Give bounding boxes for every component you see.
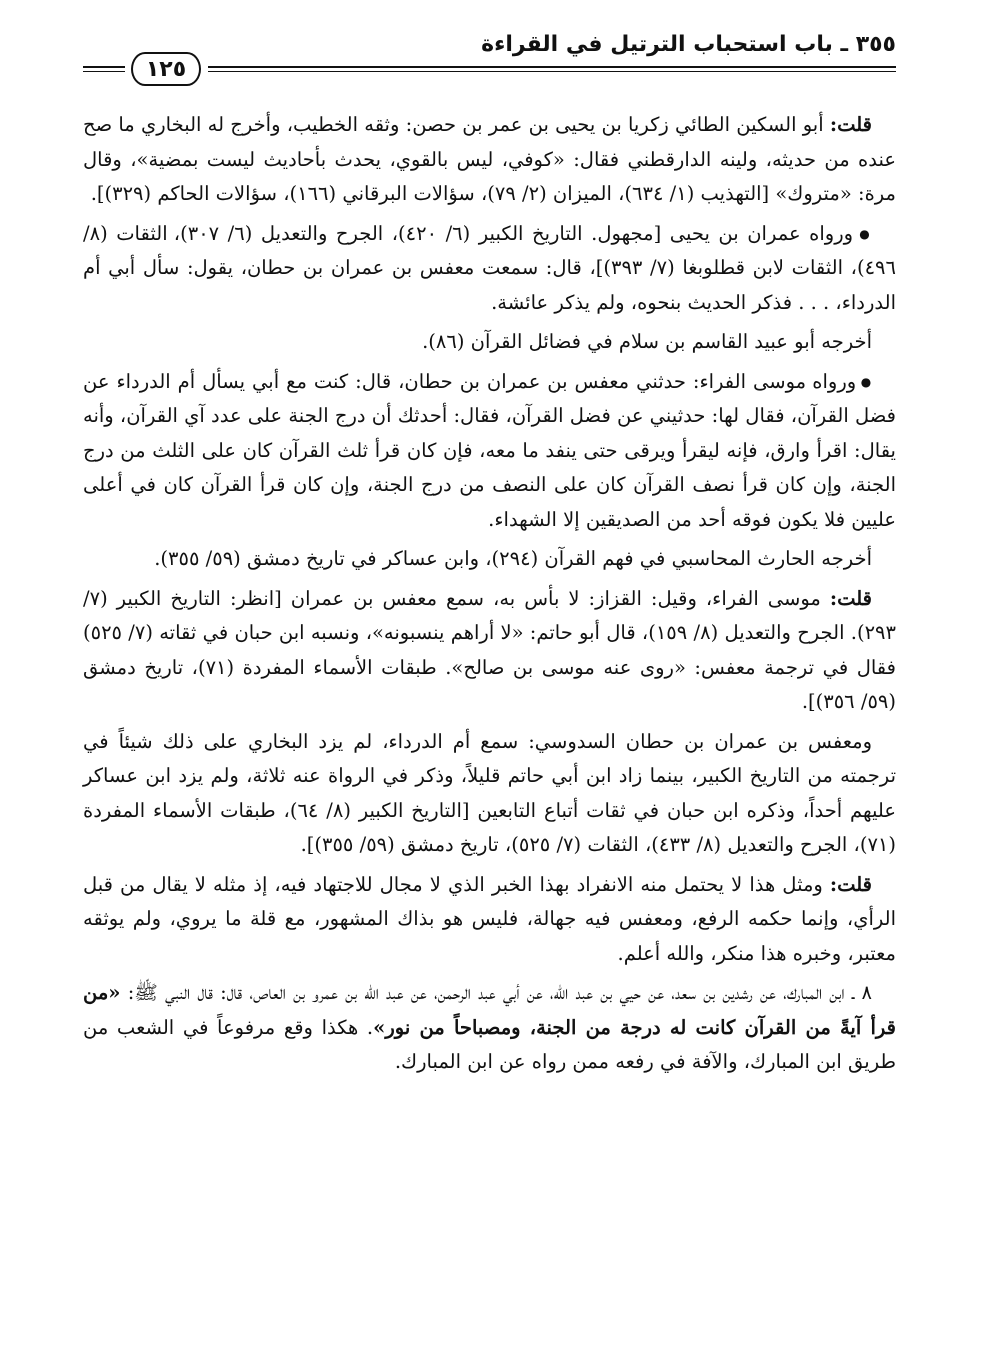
header-rule — [208, 66, 896, 68]
paragraph-text: ٨ ـ ابن المبارك، عن رشدين بن سعد، عن حيي بن عبد الله، عن أبي عبد الرحمن، عن عبد الله بن عمرو بن العاص، قال: قال النبي ﷺ: — [120, 981, 872, 1004]
header-rule-left — [83, 66, 125, 68]
paragraph-text: ومعفس بن عمران بن حطان السدوسي: سمع أم الدرداء، لم يزد البخاري على ذلك شيئاً في ترجمته من التاريخ الكبير، بينما زاد ابن أبي حاتم قليلاً، وذكر في الرواة عنه ثلاثة، ولم يزد ابن عساكر عليهم أحداً، وذكره ابن حبان في ثقات أتباع التابعين [التاريخ الكبير (٨/ ٦٤)، طبقات الأسماء المفردة (٧١)، الجرح والتعديل (٨/ ٤٣٣)، الثقات (٧/ ٥٢٥)، تاريخ دمشق (٥٩/ ٣٥٥)]. — [83, 729, 896, 856]
paragraph-2 — [83, 217, 896, 321]
page-header — [83, 22, 896, 86]
paragraph-4 — [83, 365, 896, 538]
hadith-text: «من قرأ آيةً من القرآن كانت له درجة من الجنة، ومصباحاً من نور» — [83, 981, 896, 1039]
bullet-icon — [856, 370, 872, 393]
note-label: قلت: — [829, 113, 872, 136]
paragraph-8 — [83, 868, 896, 972]
paragraph-7 — [83, 725, 896, 863]
paragraph-text: ومثل هذا لا يحتمل منه الانفراد بهذا الخبر الذي لا مجال للاجتهاد فيه، إذ مثله لا يقال من قبل الرأي، وإنما حكمه الرفع، ومعفس فيه جهالة، فليس هو بذاك المشهور، مع قلة ما يروي، ولم يوثقه معتبر، وخبره هذا منكر، والله أعلم. — [83, 872, 896, 965]
paragraph-9 — [83, 976, 896, 1080]
paragraph-6 — [83, 582, 896, 720]
bullet-icon — [853, 222, 872, 245]
page-body — [83, 108, 896, 1080]
paragraph-text: أخرجه الحارث المحاسبي في فهم القرآن (٢٩٤)، وابن عساكر في تاريخ دمشق (٥٩/ ٣٥٥). — [154, 547, 872, 570]
chapter-title: ٣٥٥ ـ باب استحباب الترتيل في القراءة — [481, 32, 896, 57]
paragraph-text: أخرجه أبو عبيد القاسم بن سلام في فضائل القرآن (٨٦). — [422, 330, 872, 353]
paragraph-text: . هكذا وقع مرفوعاً في الشعب من طريق ابن المبارك، والآفة في رفعه ممن رواه عن ابن المبارك. — [83, 1015, 896, 1073]
note-label: قلت: — [829, 872, 872, 896]
paragraph-5 — [83, 542, 896, 577]
page-number: ١٢٥ — [131, 52, 201, 86]
header-rule-left-thin — [83, 71, 125, 72]
note-label: قلت: — [829, 586, 872, 610]
paragraph-text: موسى الفراء، وقيل: القزاز: لا بأس به، سمع معفس بن عمران [انظر: التاريخ الكبير (٧/ ٢٩٣). الجرح والتعديل (٨/ ١٥٩)، قال أبو حاتم: «لا أراهم ينسبونه»، ونسبه ابن حبان في ثقاته (٧/ ٥٢٥) فقال في ترجمة معفس: «روى عنه موسى بن صالح». طبقات الأسماء المفردة (٧١)، تاريخ دمشق (٥٩/ ٣٥٦)]. — [83, 586, 896, 713]
paragraph-text: ورواه موسى الفراء: حدثني معفس بن عمران بن حطان، قال: كنت مع أبي يسأل أم الدرداء عن فضل القرآن، فقال لها: حدثيني عن فضل القرآن، فقال: أحدثك أن درج الجنة على عدد آي القرآن، وأنه يقال: اقرأ وارق، فإنه ليقرأ ويرقى حتى ينفد ما معه، فإن كان قرأ ثلث القرآن كان على الثلث من درج الجنة، وإن كان قرأ نصف القرآن كان على النصف من درج الجنة، وإن كان قرأ القرآن كان في أعلى عليين فلا يكون فوقه أحد من الصديقين إلا الشهداء. — [83, 369, 896, 531]
paragraph-3 — [83, 325, 896, 360]
paragraph-1 — [83, 108, 896, 212]
paragraph-text: أبو السكين الطائي زكريا بن يحيى بن عمر بن حصن: وثقه الخطيب، وأخرج له البخاري ما صح عنده من حديثه، ولينه الدارقطني فقال: «كوفي، ليس بالقوي، يحدث بأحاديث ليست بمضية»، وقال مرة: «متروك» [التهذيب (١/ ٦٣٤)، الميزان (٢/ ٧٩)، سؤالات البرقاني (١٦٦)، سؤالات الحاكم (٣٢٩)]. — [83, 113, 896, 205]
header-rule-thin — [208, 71, 896, 72]
paragraph-text: ورواه عمران بن يحيى [مجهول. التاريخ الكبير (٦/ ٤٢٠)، الجرح والتعديل (٦/ ٣٠٧)، الثقات (٨/ ٤٩٦)، الثقات لابن قطلوبغا (٧/ ٣٩٣)]، قال: سمعت معفس بن عمران بن حطان، يقول: سأل أبي أم الدرداء، . . . فذكر الحديث بنحوه، ولم يذكر عائشة. — [83, 221, 896, 314]
